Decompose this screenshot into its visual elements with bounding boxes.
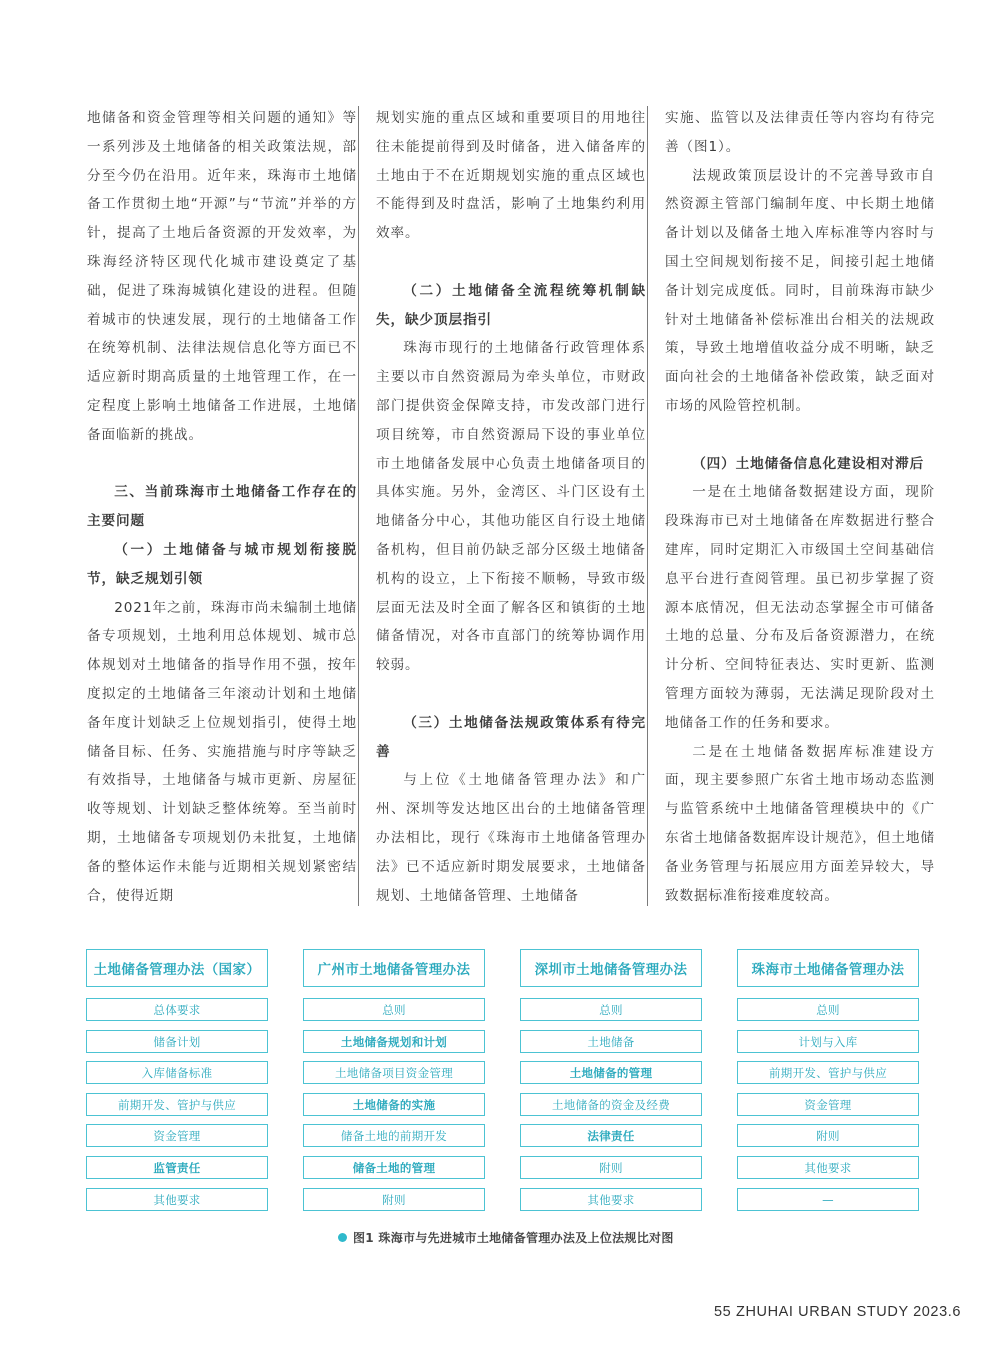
paragraph: 2021年之前，珠海市尚未编制土地储备专项规划，土地利用总体规划、城市总体规划对土地储备的指导作用不强，按年度拟定的土地储备三年滚动计划和土地储备年度计划缺乏上位规划指引，使得土地储备目标、任务、实施措施与时序等缺乏有效指导，土地储备与城市更新、房屋征收等规划、计划缺乏整体统筹。至当前时期，土地储备专项规划仍未批复，土地储备的整体运作未能与近期相关规划紧密结合，使得近期 [87, 599, 357, 904]
paragraph: 规划实施的重点区域和重要项目的用地往往未能提前得到及时储备，进入储备库的土地由于不在近期规划实施的重点区域也不能得到及时盘活，影响了土地集约利用效率。 [376, 110, 646, 242]
figure-item: 总体要求 [86, 998, 268, 1021]
figure-item: 其他要求 [737, 1156, 919, 1179]
figure-item: 附则 [737, 1124, 919, 1147]
figure-column-shenzhen [520, 949, 702, 1207]
journal-name: ZHUHAI URBAN STUDY [735, 1304, 909, 1320]
issue-number: 2023.6 [913, 1304, 962, 1320]
figure-column-guangzhou [303, 949, 485, 1207]
page-number: 55 [714, 1304, 732, 1320]
figure-caption [338, 1229, 674, 1246]
figure-item: 其他要求 [520, 1188, 702, 1211]
figure-item: 土地储备项目资金管理 [303, 1061, 485, 1084]
paragraph: 二是在土地储备数据库标准建设方面，现主要参照广东省土地市场动态监测与监管系统中土地储备管理模块中的《广东省土地储备数据库设计规范》，但土地储备业务管理与拓展应用方面差异较大，导致数据标准衔接难度较高。 [665, 743, 935, 904]
paragraph: 一是在土地储备数据建设方面，现阶段珠海市已对土地储备在库数据进行整合建库，同时定期汇入市级国土空间基础信息平台进行查阅管理。虽已初步掌握了资源本底情况，但无法动态掌握全市可储备土地的总量、分布及后备资源潜力，在统计分析、空间特征表达、实时更新、监测管理方面较为薄弱，无法满足现阶段对土地储备工作的任务和要求。 [665, 484, 935, 731]
figure-column-national [86, 949, 268, 1207]
figure-item: 储备计划 [86, 1030, 268, 1053]
paragraph: 法规政策顶层设计的不完善导致市自然资源主管部门编制年度、中长期土地储备计划以及储备土地入库标准等内容时与国土空间规划衔接不足，间接引起土地储备计划完成度低。同时，目前珠海市缺少针对土地储备补偿标准出台相关的法规政策，导致土地增值收益分成不明晰，缺乏面向社会的土地储备补偿政策，缺乏面对市场的风险管控机制。 [665, 167, 935, 414]
figure-column-title: 广州市土地储备管理办法 [303, 949, 485, 987]
paragraph: 珠海市现行的土地储备行政管理体系主要以市自然资源局为牵头单位，市财政部门提供资金保障支持，市发改部门进行项目统筹，市自然资源局下设的事业单位市土地储备发展中心负责土地储备项目的具体实施。另外，金湾区、斗门区设有土地储备分中心，其他功能区自行设土地储备机构，但目前仍缺乏部分区级土地储备机构的设立，上下衔接不顺畅，导致市级层面无法及时全面了解各区和镇街的土地储备情况，对各市直部门的统筹协调作用较弱。 [376, 340, 646, 674]
text-column-1 [87, 104, 357, 910]
subsection-heading: （四）土地储备信息化建设相对滞后 [692, 455, 925, 472]
figure-item: 土地储备的实施 [303, 1093, 485, 1116]
caption-bullet-icon [338, 1233, 347, 1242]
text-column-3 [665, 104, 935, 910]
paragraph: 与上位《土地储备管理办法》和广州、深圳等发达地区出台的土地储备管理办法相比，现行《珠海市土地储备管理办法》已不适应新时期发展要求，土地储备规划、土地储备管理、土地储备 [376, 772, 646, 904]
paragraph: 实施、监管以及法律责任等内容均有待完善（图1）。 [665, 110, 935, 155]
figure-item: 附则 [303, 1188, 485, 1211]
text-column-2 [376, 104, 646, 910]
column-divider [358, 106, 359, 906]
figure-item: 土地储备的资金及经费 [520, 1093, 702, 1116]
figure-item: 总则 [303, 998, 485, 1021]
figure-item: 前期开发、管护与供应 [86, 1093, 268, 1116]
figure-item: 资金管理 [737, 1093, 919, 1116]
page-footer [714, 1304, 961, 1320]
figure-item: 前期开发、管护与供应 [737, 1061, 919, 1084]
figure-column-title: 珠海市土地储备管理办法 [737, 949, 919, 987]
column-divider [647, 106, 648, 906]
figure-item: 监管责任 [86, 1156, 268, 1179]
section-heading: 三、当前珠海市土地储备工作存在的主要问题 [87, 484, 357, 530]
figure-item: 法律责任 [520, 1124, 702, 1147]
figure-caption-text: 图1 珠海市与先进城市土地储备管理办法及上位法规比对图 [353, 1231, 674, 1245]
figure-item: — [737, 1188, 919, 1211]
paragraph: 地储备和资金管理等相关问题的通知》等一系列涉及土地储备的相关政策法规，部分至今仍在沿用。近年来，珠海市土地储备工作贯彻土地“开源”与“节流”并举的方针，提高了土地后备资源的开发效率，为珠海经济特区现代化城市建设奠定了基础，促进了珠海城镇化建设的进程。但随着城市的快速发展，现行的土地储备工作在统筹机制、法律法规信息化等方面已不适应新时期高质量的土地管理工作，在一定程度上影响土地储备工作进展，土地储备面临新的挑战。 [87, 110, 357, 443]
figure-item: 总则 [520, 998, 702, 1021]
subsection-heading: （一）土地储备与城市规划衔接脱节，缺乏规划引领 [87, 541, 357, 587]
figure-item: 储备土地的管理 [303, 1156, 485, 1179]
figure-column-title: 土地储备管理办法（国家） [86, 949, 268, 987]
figure-item: 其他要求 [86, 1188, 268, 1211]
figure-column-title: 深圳市土地储备管理办法 [520, 949, 702, 987]
figure-item: 附则 [520, 1156, 702, 1179]
figure-item: 计划与入库 [737, 1030, 919, 1053]
figure-item: 土地储备规划和计划 [303, 1030, 485, 1053]
subsection-heading: （三）土地储备法规政策体系有待完善 [376, 714, 646, 760]
figure-item: 总则 [737, 998, 919, 1021]
figure-item: 土地储备的管理 [520, 1061, 702, 1084]
figure-item: 土地储备 [520, 1030, 702, 1053]
figure-column-zhuhai [737, 949, 919, 1207]
figure-item: 储备土地的前期开发 [303, 1124, 485, 1147]
subsection-heading: （二）土地储备全流程统筹机制缺失，缺少顶层指引 [376, 282, 646, 328]
figure-item: 资金管理 [86, 1124, 268, 1147]
figure-item: 入库储备标准 [86, 1061, 268, 1084]
